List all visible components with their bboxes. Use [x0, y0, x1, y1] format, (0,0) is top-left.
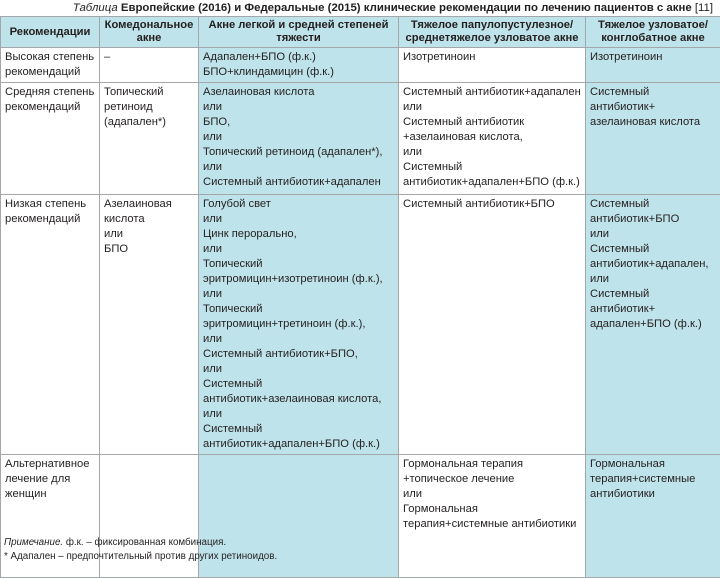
cell-line: или — [203, 100, 394, 115]
cell-line: или — [403, 145, 581, 160]
table-cell — [199, 83, 399, 195]
cell-line: адапален+БПО (ф.к.) — [590, 317, 716, 332]
header-recommendations: Рекомендации — [1, 17, 100, 48]
cell-line: антибиотики — [590, 487, 716, 502]
header-severe-nodular: Тяжелое узловатое/ конглобатное акне — [586, 17, 720, 48]
cell-line: Азелаиновая кислота — [203, 85, 394, 100]
cell-line: эритромицин+изотретиноин (ф.к.), — [203, 272, 394, 287]
table-cell — [399, 195, 586, 455]
table-cell — [586, 195, 720, 455]
cell-line: или — [104, 227, 194, 242]
cell-line: Системный — [590, 287, 716, 302]
cell-line: или — [203, 242, 394, 257]
cell-line: Цинк перорально, — [203, 227, 394, 242]
cell-line: Высокая степень — [5, 50, 95, 65]
row-low — [1, 195, 720, 455]
row-label-cell — [1, 195, 100, 455]
cell-line: антибиотик+БПО — [590, 212, 716, 227]
cell-line: или — [203, 407, 394, 422]
table-cell — [399, 83, 586, 195]
table-cell — [100, 48, 199, 83]
cell-line: антибиотик+ — [590, 302, 716, 317]
cell-line: Системный — [203, 422, 394, 437]
header-comedonal: Комедональное акне — [100, 17, 199, 48]
cell-line: или — [203, 332, 394, 347]
cell-line: антибиотик+ — [590, 100, 716, 115]
cell-line: терапия+системные антибиотики — [403, 517, 581, 532]
cell-line: Системный антибиотик+БПО — [403, 197, 581, 212]
table-cell — [399, 455, 586, 578]
cell-line: Альтернативное — [5, 457, 95, 472]
cell-line: или — [590, 272, 716, 287]
cell-line: Топический ретиноид (адапален*), — [203, 145, 394, 160]
cell-line: Гормональная — [403, 502, 581, 517]
table-cell — [399, 48, 586, 83]
cell-line: или — [203, 160, 394, 175]
footnote-adapalene: * Адапален – предпочтительный против других ретиноидов. — [4, 550, 277, 563]
cell-line: или — [203, 212, 394, 227]
cell-line: БПО+клиндамицин (ф.к.) — [203, 65, 394, 80]
cell-line: антибиотик+адапален, — [590, 257, 716, 272]
cell-line: (адапален*) — [104, 115, 194, 130]
cell-line: Топический — [203, 302, 394, 317]
cell-line: Системный — [403, 160, 581, 175]
cell-line: Изотретиноин — [403, 50, 581, 65]
table-cell — [100, 83, 199, 195]
cell-line: Системный антибиотик — [403, 115, 581, 130]
cell-line: ретиноид — [104, 100, 194, 115]
cell-line: или — [203, 362, 394, 377]
caption-title: Европейские (2016) и Федеральные (2015) клинические рекомендации по лечению пациентов с акне — [121, 2, 692, 14]
cell-line: кислота — [104, 212, 194, 227]
footnote-abbreviation — [4, 536, 226, 549]
cell-line: +азелаиновая кислота, — [403, 130, 581, 145]
cell-line: Средняя степень — [5, 85, 95, 100]
cell-line: Изотретиноин — [590, 50, 716, 65]
header-severe-papulopustular: Тяжелое папулопустулезное/ среднетяжелое узловатое акне — [399, 17, 586, 48]
cell-line: Гормональная — [590, 457, 716, 472]
cell-line: Системный — [590, 197, 716, 212]
cell-line: БПО, — [203, 115, 394, 130]
cell-line: БПО — [104, 242, 194, 257]
cell-line: Системный антибиотик+адапален — [203, 175, 394, 190]
cell-line: Азелаиновая — [104, 197, 194, 212]
cell-line: Системный — [203, 377, 394, 392]
cell-line: или — [403, 487, 581, 502]
cell-line: или — [403, 100, 581, 115]
cell-line: – — [104, 50, 194, 65]
row-label-cell — [1, 83, 100, 195]
cell-line: рекомендаций — [5, 65, 95, 80]
footnote-label: Примечание. — [4, 537, 63, 548]
cell-line: Топический — [104, 85, 194, 100]
table-cell — [199, 195, 399, 455]
cell-line: Низкая степень — [5, 197, 95, 212]
table-cell — [586, 83, 720, 195]
table-caption — [0, 0, 713, 16]
caption-reference: [11] — [695, 2, 713, 14]
cell-line: Гормональная терапия — [403, 457, 581, 472]
table-cell — [586, 455, 720, 578]
table-cell — [199, 48, 399, 83]
cell-line: антибиотик+адапален+БПО (ф.к.) — [403, 175, 581, 190]
cell-line: рекомендаций — [5, 212, 95, 227]
cell-line: Адапален+БПО (ф.к.) — [203, 50, 394, 65]
cell-line: антибиотик+азелаиновая кислота, — [203, 392, 394, 407]
cell-line: Системный — [590, 242, 716, 257]
cell-line: или — [203, 287, 394, 302]
cell-line: азелаиновая кислота — [590, 115, 716, 130]
cell-line: Системный — [590, 85, 716, 100]
cell-line: терапия+системные — [590, 472, 716, 487]
cell-line: антибиотик+адапален+БПО (ф.к.) — [203, 437, 394, 452]
cell-line: Системный антибиотик+БПО, — [203, 347, 394, 362]
row-label-cell — [1, 48, 100, 83]
cell-line: +топическое лечение — [403, 472, 581, 487]
table-cell — [100, 195, 199, 455]
cell-line: эритромицин+третиноин (ф.к.), — [203, 317, 394, 332]
cell-line: рекомендаций — [5, 100, 95, 115]
header-mild-moderate: Акне легкой и средней степеней тяжести — [199, 17, 399, 48]
table-cell — [586, 48, 720, 83]
cell-line: Голубой свет — [203, 197, 394, 212]
cell-line: лечение для — [5, 472, 95, 487]
header-row — [1, 17, 720, 48]
caption-lead: Таблица — [73, 2, 118, 14]
cell-line: или — [590, 227, 716, 242]
cell-line: Системный антибиотик+адапален — [403, 85, 581, 100]
cell-line: женщин — [5, 487, 95, 502]
cell-line: или — [203, 130, 394, 145]
row-high — [1, 48, 720, 83]
recommendations-table — [0, 16, 720, 578]
footnote-text: ф.к. – фиксированная комбинация. — [63, 537, 226, 548]
row-medium — [1, 83, 720, 195]
cell-line: Топический — [203, 257, 394, 272]
